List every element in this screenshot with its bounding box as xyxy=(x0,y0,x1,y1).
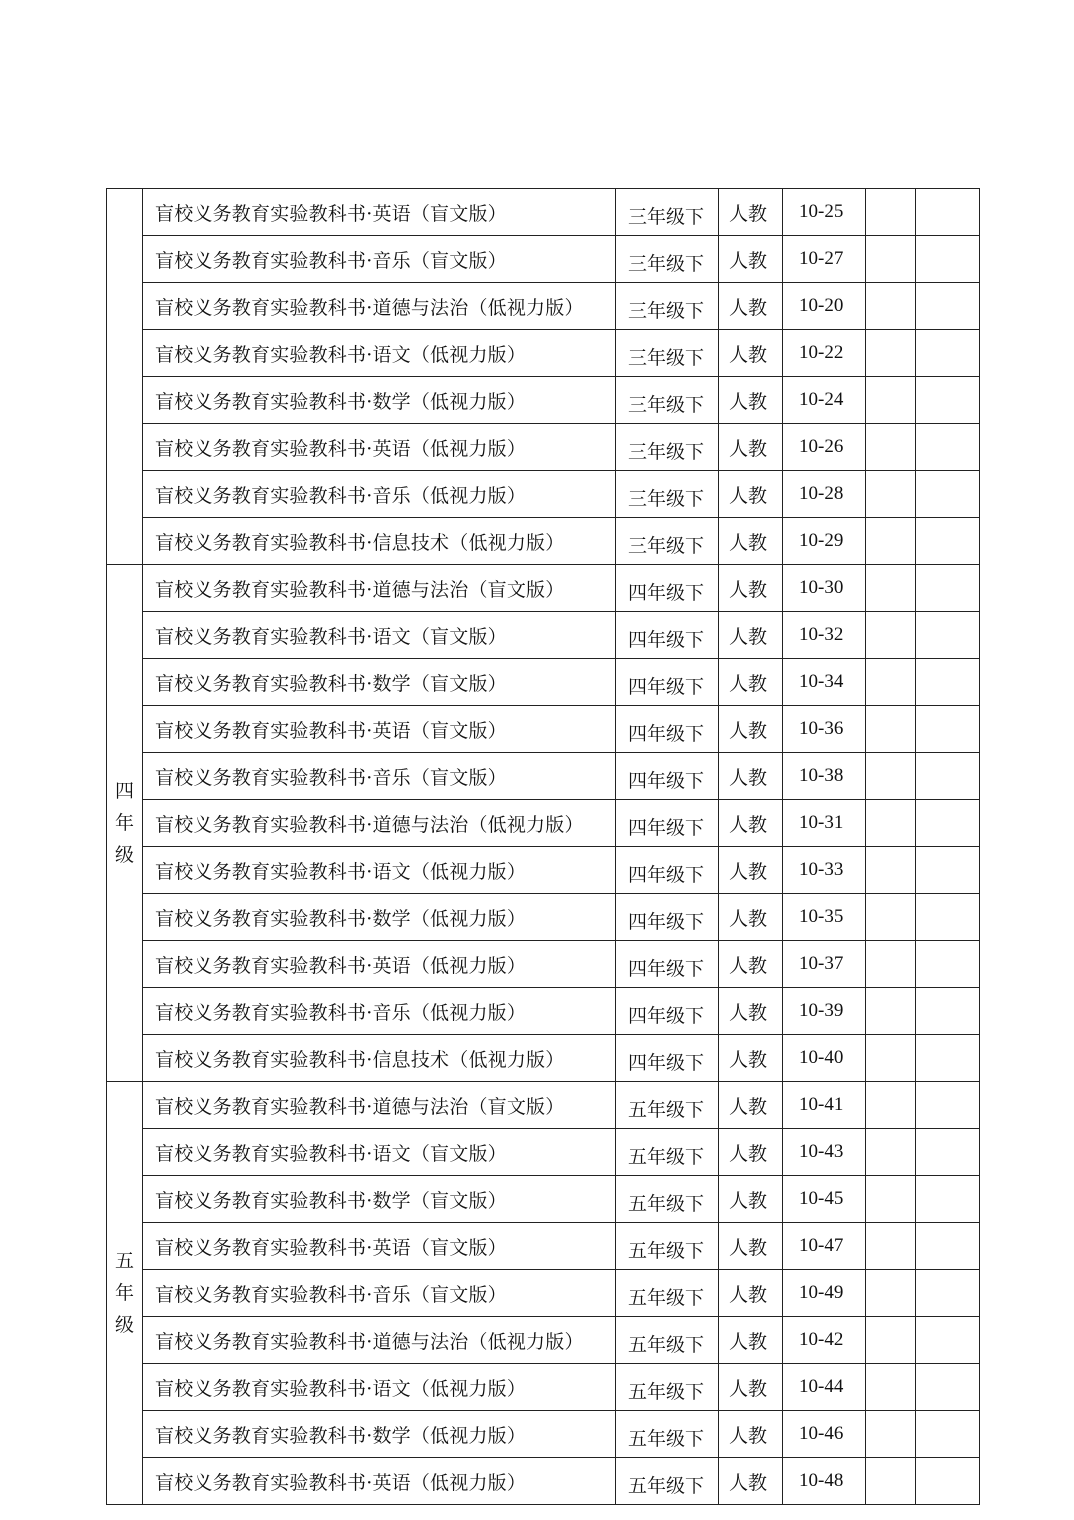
book-title-cell: 盲校义务教育实验教科书·道德与法治（低视力版） xyxy=(143,1317,616,1364)
grade-group-char: 四 xyxy=(114,780,134,802)
book-title-cell: 盲校义务教育实验教科书·英语（低视力版） xyxy=(143,941,616,988)
code-cell: 10-26 xyxy=(783,424,866,471)
table-row xyxy=(107,1458,980,1505)
grade-cell: 五年级下 xyxy=(616,1176,719,1223)
grade-cell: 三年级下 xyxy=(616,283,719,330)
blank-cell xyxy=(916,424,980,471)
grade-cell: 三年级下 xyxy=(616,377,719,424)
blank-cell xyxy=(916,1129,980,1176)
grade-group-char: 级 xyxy=(114,844,134,866)
blank-cell xyxy=(866,471,916,518)
code-cell: 10-20 xyxy=(783,283,866,330)
publisher-cell: 人教 xyxy=(719,236,783,283)
table-row xyxy=(107,753,980,800)
grade-cell: 四年级下 xyxy=(616,659,719,706)
table-row xyxy=(107,283,980,330)
code-cell: 10-46 xyxy=(783,1411,866,1458)
table-row xyxy=(107,941,980,988)
blank-cell xyxy=(916,1082,980,1129)
grade-cell: 三年级下 xyxy=(616,471,719,518)
publisher-cell: 人教 xyxy=(719,1317,783,1364)
book-title-cell: 盲校义务教育实验教科书·英语（盲文版） xyxy=(143,189,616,236)
table-row xyxy=(107,236,980,283)
book-title-cell: 盲校义务教育实验教科书·语文（低视力版） xyxy=(143,847,616,894)
blank-cell xyxy=(916,1223,980,1270)
grade-cell: 五年级下 xyxy=(616,1082,719,1129)
table-row xyxy=(107,706,980,753)
blank-cell xyxy=(916,1176,980,1223)
blank-cell xyxy=(866,800,916,847)
grade-cell: 三年级下 xyxy=(616,236,719,283)
blank-cell xyxy=(916,706,980,753)
grade-cell: 四年级下 xyxy=(616,565,719,612)
book-title-cell: 盲校义务教育实验教科书·音乐（低视力版） xyxy=(143,471,616,518)
blank-cell xyxy=(916,1035,980,1082)
blank-cell xyxy=(866,1223,916,1270)
blank-cell xyxy=(916,377,980,424)
book-title-cell: 盲校义务教育实验教科书·数学（低视力版） xyxy=(143,377,616,424)
code-cell: 10-39 xyxy=(783,988,866,1035)
blank-cell xyxy=(866,283,916,330)
blank-cell xyxy=(866,1129,916,1176)
grade-cell: 五年级下 xyxy=(616,1270,719,1317)
book-title-cell: 盲校义务教育实验教科书·语文（盲文版） xyxy=(143,612,616,659)
publisher-cell: 人教 xyxy=(719,1035,783,1082)
code-cell: 10-43 xyxy=(783,1129,866,1176)
book-title-cell: 盲校义务教育实验教科书·英语（盲文版） xyxy=(143,1223,616,1270)
blank-cell xyxy=(916,753,980,800)
code-cell: 10-45 xyxy=(783,1176,866,1223)
publisher-cell: 人教 xyxy=(719,1364,783,1411)
code-cell: 10-42 xyxy=(783,1317,866,1364)
publisher-cell: 人教 xyxy=(719,1129,783,1176)
publisher-cell: 人教 xyxy=(719,283,783,330)
blank-cell xyxy=(866,612,916,659)
blank-cell xyxy=(916,283,980,330)
grade-cell: 五年级下 xyxy=(616,1411,719,1458)
table-row xyxy=(107,377,980,424)
publisher-cell: 人教 xyxy=(719,518,783,565)
blank-cell xyxy=(866,424,916,471)
blank-cell xyxy=(866,706,916,753)
blank-cell xyxy=(866,894,916,941)
blank-cell xyxy=(866,988,916,1035)
code-cell: 10-28 xyxy=(783,471,866,518)
blank-cell xyxy=(916,330,980,377)
publisher-cell: 人教 xyxy=(719,988,783,1035)
grade-cell: 四年级下 xyxy=(616,894,719,941)
table-row xyxy=(107,1082,980,1129)
blank-cell xyxy=(866,1082,916,1129)
blank-cell xyxy=(916,894,980,941)
blank-cell xyxy=(866,565,916,612)
code-cell: 10-30 xyxy=(783,565,866,612)
table-row xyxy=(107,565,980,612)
table-row xyxy=(107,518,980,565)
table-row xyxy=(107,800,980,847)
publisher-cell: 人教 xyxy=(719,1411,783,1458)
publisher-cell: 人教 xyxy=(719,706,783,753)
book-title-cell: 盲校义务教育实验教科书·数学（盲文版） xyxy=(143,1176,616,1223)
table-row xyxy=(107,988,980,1035)
table-row xyxy=(107,894,980,941)
grade-group-cell xyxy=(107,565,143,1082)
grade-cell: 四年级下 xyxy=(616,847,719,894)
blank-cell xyxy=(866,330,916,377)
publisher-cell: 人教 xyxy=(719,471,783,518)
blank-cell xyxy=(866,518,916,565)
book-title-cell: 盲校义务教育实验教科书·道德与法治（低视力版） xyxy=(143,283,616,330)
grade-cell: 四年级下 xyxy=(616,941,719,988)
blank-cell xyxy=(866,377,916,424)
grade-cell: 四年级下 xyxy=(616,612,719,659)
book-title-cell: 盲校义务教育实验教科书·英语（低视力版） xyxy=(143,424,616,471)
textbook-table xyxy=(106,188,980,1505)
code-cell: 10-29 xyxy=(783,518,866,565)
blank-cell xyxy=(866,1458,916,1505)
blank-cell xyxy=(866,1411,916,1458)
blank-cell xyxy=(916,518,980,565)
grade-cell: 四年级下 xyxy=(616,1035,719,1082)
code-cell: 10-33 xyxy=(783,847,866,894)
grade-group-char: 年 xyxy=(114,1282,134,1304)
table-body xyxy=(107,189,980,1505)
grade-cell: 三年级下 xyxy=(616,424,719,471)
code-cell: 10-27 xyxy=(783,236,866,283)
book-title-cell: 盲校义务教育实验教科书·道德与法治（盲文版） xyxy=(143,1082,616,1129)
book-title-cell: 盲校义务教育实验教科书·数学（盲文版） xyxy=(143,659,616,706)
table-row xyxy=(107,1270,980,1317)
publisher-cell: 人教 xyxy=(719,612,783,659)
blank-cell xyxy=(866,847,916,894)
code-cell: 10-41 xyxy=(783,1082,866,1129)
publisher-cell: 人教 xyxy=(719,941,783,988)
book-title-cell: 盲校义务教育实验教科书·英语（盲文版） xyxy=(143,706,616,753)
grade-cell: 五年级下 xyxy=(616,1129,719,1176)
blank-cell xyxy=(916,1270,980,1317)
grade-cell: 四年级下 xyxy=(616,988,719,1035)
blank-cell xyxy=(916,800,980,847)
grade-group-cell xyxy=(107,1082,143,1505)
book-title-cell: 盲校义务教育实验教科书·音乐（低视力版） xyxy=(143,988,616,1035)
book-title-cell: 盲校义务教育实验教科书·道德与法治（盲文版） xyxy=(143,565,616,612)
blank-cell xyxy=(916,1317,980,1364)
book-title-cell: 盲校义务教育实验教科书·语文（低视力版） xyxy=(143,330,616,377)
table-row xyxy=(107,330,980,377)
table-row xyxy=(107,1364,980,1411)
grade-cell: 五年级下 xyxy=(616,1223,719,1270)
book-title-cell: 盲校义务教育实验教科书·数学（低视力版） xyxy=(143,1411,616,1458)
blank-cell xyxy=(916,612,980,659)
book-title-cell: 盲校义务教育实验教科书·信息技术（低视力版） xyxy=(143,1035,616,1082)
blank-cell xyxy=(916,236,980,283)
publisher-cell: 人教 xyxy=(719,1082,783,1129)
grade-group-char: 年 xyxy=(114,812,134,834)
blank-cell xyxy=(916,189,980,236)
code-cell: 10-31 xyxy=(783,800,866,847)
book-title-cell: 盲校义务教育实验教科书·信息技术（低视力版） xyxy=(143,518,616,565)
grade-cell: 四年级下 xyxy=(616,753,719,800)
code-cell: 10-40 xyxy=(783,1035,866,1082)
blank-cell xyxy=(916,565,980,612)
table-row xyxy=(107,189,980,236)
grade-cell: 三年级下 xyxy=(616,330,719,377)
grade-group-char: 五 xyxy=(114,1250,134,1272)
book-title-cell: 盲校义务教育实验教科书·英语（低视力版） xyxy=(143,1458,616,1505)
grade-group-char: 级 xyxy=(114,1314,134,1336)
blank-cell xyxy=(916,941,980,988)
blank-cell xyxy=(866,236,916,283)
grade-cell: 五年级下 xyxy=(616,1458,719,1505)
code-cell: 10-32 xyxy=(783,612,866,659)
publisher-cell: 人教 xyxy=(719,1176,783,1223)
book-title-cell: 盲校义务教育实验教科书·音乐（盲文版） xyxy=(143,753,616,800)
blank-cell xyxy=(916,659,980,706)
table-row xyxy=(107,471,980,518)
code-cell: 10-22 xyxy=(783,330,866,377)
blank-cell xyxy=(866,1270,916,1317)
publisher-cell: 人教 xyxy=(719,753,783,800)
blank-cell xyxy=(916,847,980,894)
table-row xyxy=(107,847,980,894)
table-row xyxy=(107,1129,980,1176)
blank-cell xyxy=(866,1035,916,1082)
blank-cell xyxy=(866,753,916,800)
grade-cell: 五年级下 xyxy=(616,1317,719,1364)
grade-cell: 三年级下 xyxy=(616,189,719,236)
table-row xyxy=(107,1411,980,1458)
table-row xyxy=(107,1035,980,1082)
code-cell: 10-37 xyxy=(783,941,866,988)
code-cell: 10-35 xyxy=(783,894,866,941)
publisher-cell: 人教 xyxy=(719,565,783,612)
blank-cell xyxy=(866,1364,916,1411)
blank-cell xyxy=(866,941,916,988)
publisher-cell: 人教 xyxy=(719,189,783,236)
code-cell: 10-36 xyxy=(783,706,866,753)
publisher-cell: 人教 xyxy=(719,1270,783,1317)
publisher-cell: 人教 xyxy=(719,1458,783,1505)
publisher-cell: 人教 xyxy=(719,330,783,377)
book-title-cell: 盲校义务教育实验教科书·音乐（盲文版） xyxy=(143,1270,616,1317)
blank-cell xyxy=(916,1364,980,1411)
grade-cell: 四年级下 xyxy=(616,800,719,847)
blank-cell xyxy=(916,471,980,518)
publisher-cell: 人教 xyxy=(719,659,783,706)
table-row xyxy=(107,1223,980,1270)
book-title-cell: 盲校义务教育实验教科书·道德与法治（低视力版） xyxy=(143,800,616,847)
grade-cell: 三年级下 xyxy=(616,518,719,565)
blank-cell xyxy=(916,1411,980,1458)
book-title-cell: 盲校义务教育实验教科书·音乐（盲文版） xyxy=(143,236,616,283)
code-cell: 10-48 xyxy=(783,1458,866,1505)
book-title-cell: 盲校义务教育实验教科书·数学（低视力版） xyxy=(143,894,616,941)
code-cell: 10-49 xyxy=(783,1270,866,1317)
blank-cell xyxy=(916,988,980,1035)
publisher-cell: 人教 xyxy=(719,847,783,894)
blank-cell xyxy=(916,1458,980,1505)
table-row xyxy=(107,424,980,471)
blank-cell xyxy=(866,659,916,706)
grade-cell: 五年级下 xyxy=(616,1364,719,1411)
table-row xyxy=(107,612,980,659)
publisher-cell: 人教 xyxy=(719,1223,783,1270)
code-cell: 10-34 xyxy=(783,659,866,706)
grade-cell: 四年级下 xyxy=(616,706,719,753)
blank-cell xyxy=(866,1176,916,1223)
code-cell: 10-47 xyxy=(783,1223,866,1270)
blank-cell xyxy=(866,1317,916,1364)
code-cell: 10-24 xyxy=(783,377,866,424)
table-row xyxy=(107,1317,980,1364)
grade-group-cell xyxy=(107,189,143,565)
book-title-cell: 盲校义务教育实验教科书·语文（盲文版） xyxy=(143,1129,616,1176)
code-cell: 10-38 xyxy=(783,753,866,800)
table-row xyxy=(107,659,980,706)
blank-cell xyxy=(866,189,916,236)
publisher-cell: 人教 xyxy=(719,377,783,424)
code-cell: 10-25 xyxy=(783,189,866,236)
publisher-cell: 人教 xyxy=(719,424,783,471)
publisher-cell: 人教 xyxy=(719,894,783,941)
table-row xyxy=(107,1176,980,1223)
publisher-cell: 人教 xyxy=(719,800,783,847)
book-title-cell: 盲校义务教育实验教科书·语文（低视力版） xyxy=(143,1364,616,1411)
code-cell: 10-44 xyxy=(783,1364,866,1411)
